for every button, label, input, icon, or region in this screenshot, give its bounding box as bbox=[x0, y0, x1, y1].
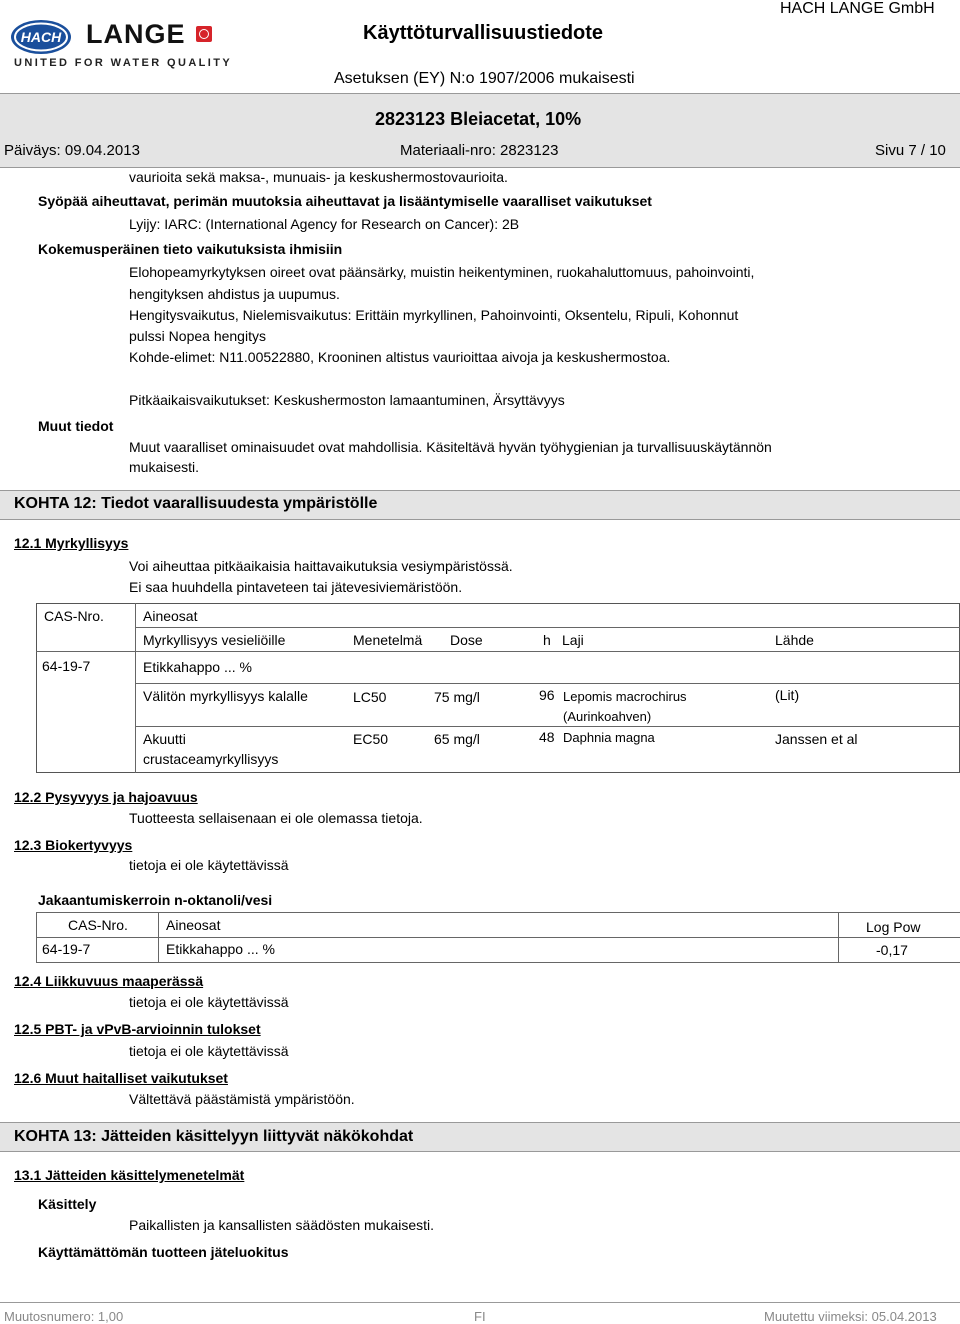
table-row-cell: (Aurinkoahven) bbox=[563, 709, 652, 724]
other-info-text: mukaisesti. bbox=[129, 459, 200, 475]
toxicity-col-dose: Dose bbox=[450, 632, 483, 648]
s12-1-heading: 12.1 Myrkyllisyys bbox=[14, 535, 129, 551]
toxicity-cas: 64-19-7 bbox=[42, 658, 91, 674]
s12-5-heading: 12.5 PBT- ja vPvB-arvioinnin tulokset bbox=[14, 1021, 261, 1037]
s12-6-heading: 12.6 Muut haitalliset vaikutukset bbox=[14, 1070, 228, 1086]
partition-col-substance: Aineosat bbox=[166, 917, 221, 933]
s12-2-heading: 12.2 Pysyvyys ja hajoavuus bbox=[14, 789, 198, 805]
s12-4-heading: 12.4 Liikkuvuus maaperässä bbox=[14, 973, 204, 989]
page-number: Sivu 7 / 10 bbox=[875, 142, 946, 159]
partition-cas: 64-19-7 bbox=[42, 941, 91, 957]
footer-language: FI bbox=[474, 1309, 486, 1324]
partition-col-logpow: Log Pow bbox=[866, 919, 921, 935]
other-info-text: Muut vaaralliset ominaisuudet ovat mahdollisia. Käsiteltävä hyvän työhygienian ja turvallisuuskäytännön bbox=[129, 439, 772, 455]
date-text: Päiväys: 09.04.2013 bbox=[4, 142, 140, 159]
table-row-cell: LC50 bbox=[353, 689, 387, 705]
unused-product-heading: Käyttämättömän tuotteen jäteluokitus bbox=[38, 1244, 289, 1260]
toxicity-col-tox: Myrkyllisyys vesieliöille bbox=[143, 632, 286, 648]
human-effects-line: Elohopeamyrkytyksen oireet ovat päänsärky, muistin heikentyminen, ruokahaluttomuus, pahoinvointi, bbox=[129, 264, 755, 280]
s12-2-text: Tuotteesta sellaisenaan ei ole olemassa tietoja. bbox=[129, 810, 423, 826]
toxicity-col-method: Menetelmä bbox=[353, 632, 423, 648]
s12-5-text: tietoja ei ole käytettävissä bbox=[129, 1043, 289, 1059]
footer-divider bbox=[0, 1302, 960, 1303]
section-12-title: KOHTA 12: Tiedot vaarallisuudesta ympäristölle bbox=[14, 495, 378, 512]
human-effects-line: hengityksen ahdistus ja uupumus. bbox=[129, 286, 340, 302]
s12-3-heading: 12.3 Biokertyvyys bbox=[14, 837, 133, 853]
lange-logo-mark-icon bbox=[196, 26, 212, 42]
toxicity-col-h: h bbox=[543, 632, 551, 648]
human-effects-line: pulssi Nopea hengitys bbox=[129, 328, 266, 344]
partition-logpow: -0,17 bbox=[876, 942, 908, 958]
s12-4-text: tietoja ei ole käytettävissä bbox=[129, 994, 289, 1010]
section-13-title: KOHTA 13: Jätteiden käsittelyyn liittyvät näkökohdat bbox=[14, 1128, 414, 1145]
partition-col-cas: CAS-Nro. bbox=[68, 917, 128, 933]
carcinogenicity-heading: Syöpää aiheuttavat, perimän muutoksia aiheuttavat ja lisääntymiselle vaaralliset vaikutukset bbox=[38, 193, 652, 209]
material-number: Materiaali-nro: 2823123 bbox=[400, 142, 559, 159]
s12-1-text: Voi aiheuttaa pitkäaikaisia haittavaikutuksia vesiympäristössä. bbox=[129, 558, 513, 574]
table-row-cell: (Lit) bbox=[775, 687, 800, 703]
table-row-cell: crustaceamyrkyllisyys bbox=[143, 751, 279, 767]
handling-text: Paikallisten ja kansallisten säädösten mukaisesti. bbox=[129, 1217, 435, 1233]
handling-heading: Käsittely bbox=[38, 1196, 97, 1212]
table-row-cell: 75 mg/l bbox=[434, 689, 480, 705]
hach-logo bbox=[10, 18, 72, 56]
partition-heading: Jakaantumiskerroin n-oktanoli/vesi bbox=[38, 892, 273, 908]
table-row-cell: 48 bbox=[539, 729, 555, 745]
human-effects-line: Hengitysvaikutus, Nielemisvaikutus: Erittäin myrkyllinen, Pahoinvointi, Oksentelu, Ripuli, Kohonnut bbox=[129, 307, 739, 323]
hach-logo-text: HACH bbox=[20, 29, 62, 45]
table-row-cell: Akuutti bbox=[143, 731, 186, 747]
toxicity-substance: Etikkahappo ... % bbox=[143, 659, 252, 675]
table-row-cell: 96 bbox=[539, 687, 555, 703]
document-title: Käyttöturvallisuustiedote bbox=[363, 22, 604, 44]
carcinogenicity-text: Lyijy: IARC: (International Agency for Research on Cancer): 2B bbox=[129, 216, 520, 232]
human-effects-line: Kohde-elimet: N11.00522880, Krooninen altistus vaurioittaa aivoja ja keskushermostoa. bbox=[129, 349, 671, 365]
other-info-heading: Muut tiedot bbox=[38, 418, 114, 434]
lange-logo: LANGE bbox=[86, 19, 186, 49]
table-row-cell: Lepomis macrochirus bbox=[563, 689, 687, 704]
product-title: 2823123 Bleiacetat, 10% bbox=[375, 109, 582, 129]
table-row-cell: Janssen et al bbox=[775, 731, 858, 747]
human-effects-heading: Kokemusperäinen tieto vaikutuksista ihmisiin bbox=[38, 241, 343, 257]
tox-continuation: vaurioita sekä maksa-, munuais- ja keskushermostovaurioita. bbox=[129, 169, 508, 185]
s12-6-text: Vältettävä päästämistä ympäristöön. bbox=[129, 1091, 355, 1107]
table-row-cell: Daphnia magna bbox=[563, 730, 655, 745]
s12-3-text: tietoja ei ole käytettävissä bbox=[129, 857, 289, 873]
company-name: HACH LANGE GmbH bbox=[780, 0, 935, 17]
human-effects-line: Pitkäaikaisvaikutukset: Keskushermoston lamaantuminen, Ärsyttävyys bbox=[129, 392, 565, 408]
table-row-cell: 65 mg/l bbox=[434, 731, 480, 747]
s12-1-text: Ei saa huuhdella pintaveteen tai jätevesiviemäristöön. bbox=[129, 579, 463, 595]
tagline: UNITED FOR WATER QUALITY bbox=[14, 57, 233, 69]
partition-substance: Etikkahappo ... % bbox=[166, 941, 275, 957]
toxicity-col-substance: Aineosat bbox=[143, 608, 198, 624]
toxicity-col-source: Lähde bbox=[775, 632, 814, 648]
toxicity-col-cas: CAS-Nro. bbox=[44, 608, 104, 624]
regulation-text: Asetuksen (EY) N:o 1907/2006 mukaisesti bbox=[334, 70, 635, 87]
toxicity-col-species: Laji bbox=[562, 632, 584, 648]
s13-1-heading: 13.1 Jätteiden käsittelymenetelmät bbox=[14, 1167, 245, 1183]
table-row-cell: Välitön myrkyllisyys kalalle bbox=[143, 688, 308, 704]
footer-modified: Muutettu viimeksi: 05.04.2013 bbox=[764, 1309, 937, 1324]
footer-revision: Muutosnumero: 1,00 bbox=[4, 1309, 124, 1324]
table-row-cell: EC50 bbox=[353, 731, 389, 747]
